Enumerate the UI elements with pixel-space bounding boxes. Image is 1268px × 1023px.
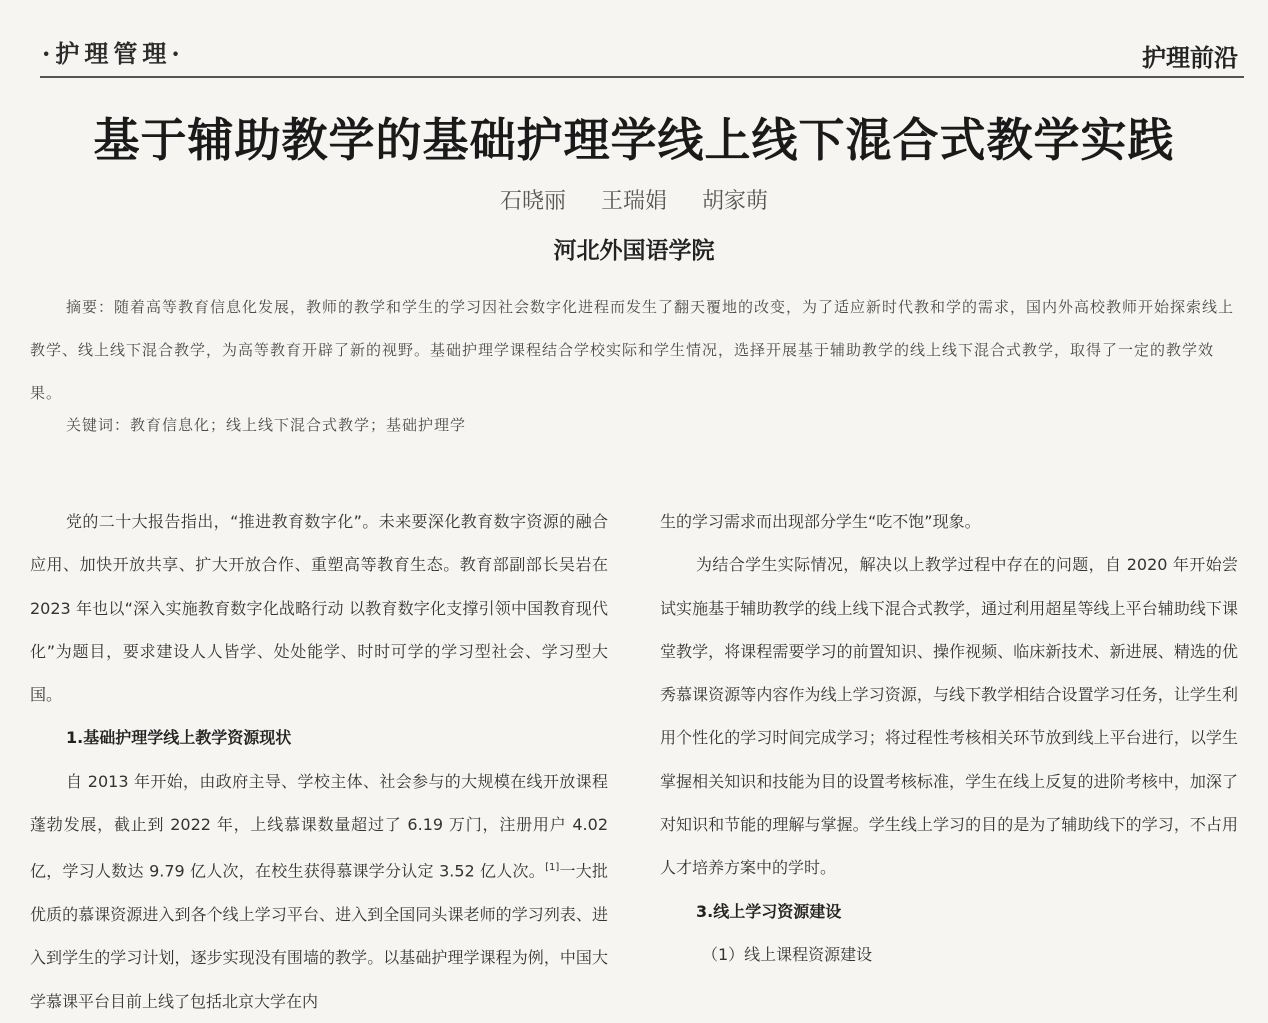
keywords: 关键词：教育信息化；线上线下混合式教学；基础护理学 — [66, 416, 467, 434]
author-name: 石晓丽 — [499, 189, 566, 214]
section-heading: 3.线上学习资源建设 — [696, 901, 842, 921]
author-list — [0, 184, 1268, 215]
body-text: 一大批优质的慕课资源进入到各个线上学习平台、进入到全国同头课老师的学习列表、进入到学生的学习计划，逐步实现没有围墙的教学。以基础护理学课程为例，中国大学慕课平台目前上线了包括北京大学在内 — [30, 861, 608, 1011]
author-name: 胡家萌 — [702, 189, 769, 214]
body-text: 自 2013 年开始，由政府主导、学校主体、社会参与的大规模在线开放课程蓬勃发展，截止到 2022 年，上线慕课数量超过了 6.19 万门，注册用户 4.02 亿，学习人数达 9.79 亿人次，在校生获得慕课学分认定 3.52 亿人次。 — [30, 771, 608, 881]
section-heading: 1.基础护理学线上教学资源现状 — [66, 728, 292, 748]
body-paragraph — [30, 760, 608, 1023]
body-paragraph: 生的学习需求而出现部分学生“吃不饱”现象。 — [660, 512, 981, 531]
article-title: 基于辅助教学的基础护理学线上线下混合式教学实践 — [93, 113, 1175, 167]
body-column-left — [30, 500, 608, 1023]
header-divider — [40, 76, 1244, 78]
section-label: ·护理管理· — [42, 39, 185, 68]
citation-ref: [1] — [545, 862, 560, 874]
author-name: 王瑞娟 — [600, 189, 667, 214]
body-column-right — [660, 500, 1238, 976]
affiliation: 河北外国语学院 — [553, 238, 715, 264]
body-paragraph: 为结合学生实际情况，解决以上教学过程中存在的问题，自 2020 年开始尝试实施基于辅助教学的线上线下混合式教学，通过利用超星等线上平台辅助线下课堂教学，将课程需要学习的前置知识、操作视频、临床新技术、新进展、精选的优秀慕课资源等内容作为线上学习资源，与线下教学相结合设置学习任务，让学生利用个性化的学习时间完成学习；将过程性考核相关环节放到线上平台进行，以学生掌握相关知识和技能为目的设置考核标准，学生在线上反复的进阶考核中，加深了对知识和节能的理解与掌握。学生线上学习的目的是为了辅助线下的学习，不占用人才培养方案中的学时。 — [660, 555, 1238, 878]
body-paragraph: 党的二十大报告指出，“推进教育数字化”。未来要深化教育数字资源的融合应用、加快开放共享、扩大开放合作、重塑高等教育生态。教育部副部长吴岩在 2023 年也以“深入实施教育数字化战略行动 以教育数字化支撑引领中国教育现代化”为题目，要求建设人人皆学、处处能学、时时可学的学习型社会、学习型大国。 — [30, 512, 608, 705]
journal-name: 护理前沿 — [1142, 44, 1238, 72]
abstract: 摘要：随着高等教育信息化发展，教师的教学和学生的学习因社会数字化进程而发生了翻天覆地的改变，为了适应新时代教和学的需求，国内外高校教师开始探索线上教学、线上线下混合教学，为高等教育开辟了新的视野。基础护理学课程结合学校实际和学生情况，选择开展基于辅助教学的线上线下混合式教学，取得了一定的教学效果。 — [30, 298, 1235, 402]
subsection-heading: （1）线上课程资源建设 — [702, 944, 873, 964]
